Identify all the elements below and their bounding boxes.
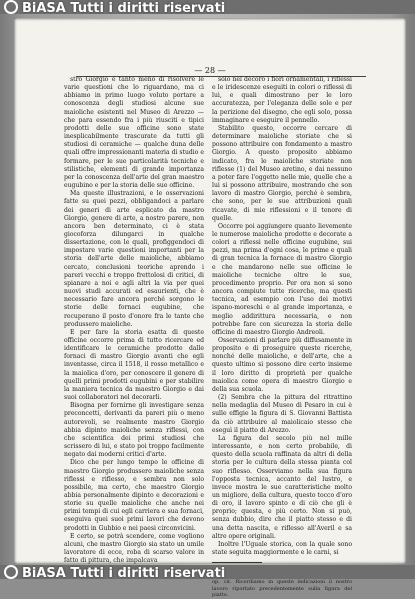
left-paragraph: Ma queste illustrazioni, e le osservazioni fatte su quei pezzi, obbligandoci a parlare dei generi di arte esplicato da mastro Giorgio, genere di arte, a nostro parere, non ancora ben determinato, ci è stata giocoforza dilungarci in qualche dissertazione, con le quali, profiggendoci di impostare varie questioni importanti per la storia dell'arte delle maioliche, abbiamo cercato, conclusioni teoriche aprendo i pareri vecchi e troppo frettolosi di critici, di spianare a noi e agli altri la via per quei nuovi studi accurati ed esaurienti, che è necessario fare ancora perché sorgono le storie delle fornaci eugubine, che recuperano il posto d'onore fra le tante che produssero maioliche. [64,190,204,328]
copyright-icon [4,565,18,579]
copyright-icon [4,0,18,14]
left-paragraph: E per fare la storia esatta di queste officine occorre prima di tutto ricercare ed identificare le ceramiche prodotte dalle fornaci di mastro Giorgio avanti che egli inventasse, circa il 1518, il rosso metallico e la maiolica d'oro, per conoscere il genere di quelli primi prodotti eugubini e per stabilire la maniera tecnica da maestro Giorgio e dai suoi collaboratori nel decorarli. [64,328,204,402]
left-paragraph: stro Giorgio e tanto meno di risolvere le varie questioni che lo riguardano, ma ci abbiamo in primo luogo voluto portare a conoscenza degli studiosi alcune sue maioliche esistenti nel Museo di Arezzo — che para essendo fra i più riusciti e tipici prodotti delle sue officine sono state inesplicabilmente trascurate da tutti gli studiosi di ceramiche — qualche duna delle quali offre impressionanti materia di studio e formare, per le sue particolarità tecniche e stilistiche, elementi di grande importanza per la conoscenza dell'arte del gran maestro eugubino e per la storia delle sue officine. [64,76,204,190]
right-paragraph: Osservazioni di parlare più diffusamente in proposito e di proseguire queste ricerche, nonché delle maioliche, e dell'arte, che a questo ultimo si possono dire certo insieme il loro diritto di proprietà per qualche maiolica come opera di maestro Giorgio e della sua scuola. [212,337,352,393]
watermark-top-text: BiASA Tutti i diritti riservati [22,1,226,14]
watermark-bottom [0,565,415,579]
right-paragraph: Occorre poi aggiungere quanto lievemente le numerose maioliche prodotte e decorate a colori a riflessi nelle officine eugubine, sui pezzi, ma prima d'ogni cosa, le prime e quali di gran tecnica la fornace di mastro Giorgio e che mandarono nelle sue officine le maioliche tecniche oltre le sue, procedimento proprio. Per ora non si sono ancora compiute tutte ricerche, ma questi tecnica, ad esempio con l'uso dei motivi ispano-moreschi e al grande importanza, e meglio addirittura necessaria, e non potrebbe fare con sicurezza la storia delle officine di maestro Giorgio Andreoli. [212,222,352,336]
right-paragraph: La figura del secolo più nel mille interessante, e non certo probabile, di questo della scuola raffinata da altri di della storia per le cultura della stessa pianta col suo riflesso. Osserviamo nella sua figura l'opposta tecnica, accanto del lustro, e invece mostra le sue caratteristiche molto un migliore, della cultura, questo tocco d'oro di oro, il lavoro spinto e di ciò che gli è proprio; questa, e più certo. Non si può, senza dubbio, dire che il piatto stesso e di una detta nascita, e riflesso all'Averil e sa altre opere originali. [212,434,352,540]
page-number: — 28 — [194,66,226,75]
right-paragraph: Stabilito questo, occorre cercare di determinare maioliche storiate che si possono attribuire con fondamento a mastro Giorgio. A questo proposito abbiamo indicato, fra le maioliche storiate non riflesse (1) del Museo aretino, e dai nessuno a poter fare l'oggetto nelle mie, quelle che a lui si possono attribuire, mostrando che son lavoro di mastro Giorgio, perché è sembra, che sono, per le sue attribuzioni quali ricavate, di mie riflessioni e il tenore di quelle. [212,124,352,222]
left-paragraph: Bisogna per fornirne gli investigare senza preconcetti, derivanti da pareri più o meno autorevoli, se realmente mastro Giorgio abbia dipinto maioliche senza riflessi, con che scientifica dei primi studiosi che scrissero di lui, e stato poi troppo facilmente negato dai moderni critici d'arte. [64,402,204,459]
right-paragraph: (2) Sembra che la pittura del ritrattino nella medaglia del Museo di Pesaro in cui è sulle effigie la figura di S. Giovanni Battista da ciò attribuire al maiolicaio stesso che eseguì il piatto di Arezzo. [212,394,352,434]
left-column [64,76,204,565]
left-paragraph: E certo, se potrà scendere, come vogliono alcuni, che mastro Giorgio sia stato un umile lavoratore di ecce, roba di scarso valore in fatto di pittura, che impalcava [64,532,204,565]
footnote-rule [212,562,262,563]
right-column [212,76,352,599]
left-paragraph: Dico che per lungo tempo le officine di maestro Giorgio produssero maioliche senza riflessi e riflesso, e sembra non solo possibile, ma certo, che maestro Giorgio abbia personalmente dipinto e decorazioni e storie su quelle maioliche che anche nei primi tempi di cui egli carriera e sua fornaci, eseguiva quei suoi primi lavori che devono prodotti in Gubbio e nei paesi circonvicini. [64,459,204,532]
watermark-top [0,0,415,14]
footnote: op. cit. Ricordiamo in queste indicazioni il nostro lavoro riportato precedentemente sulla figura del piatto. [212,579,352,599]
right-paragraph: Inoltre l'Uguale storica, con la quale sono state seguita maggiormente e le carni, si [212,540,352,557]
watermark-bottom-text: BiASA Tutti i diritti riservati [22,566,226,579]
right-paragraph: solo nel decoro i fiori ornamentali, i riflessi e le iridescenze eseguiti in colori o riflessi di lui, e quali dimostrano per le loro accuratezza, per l'eleganza delle sole e per la perizione del disegno, che egli solo, possa immaginare e eseguire il pennello. [212,76,352,124]
